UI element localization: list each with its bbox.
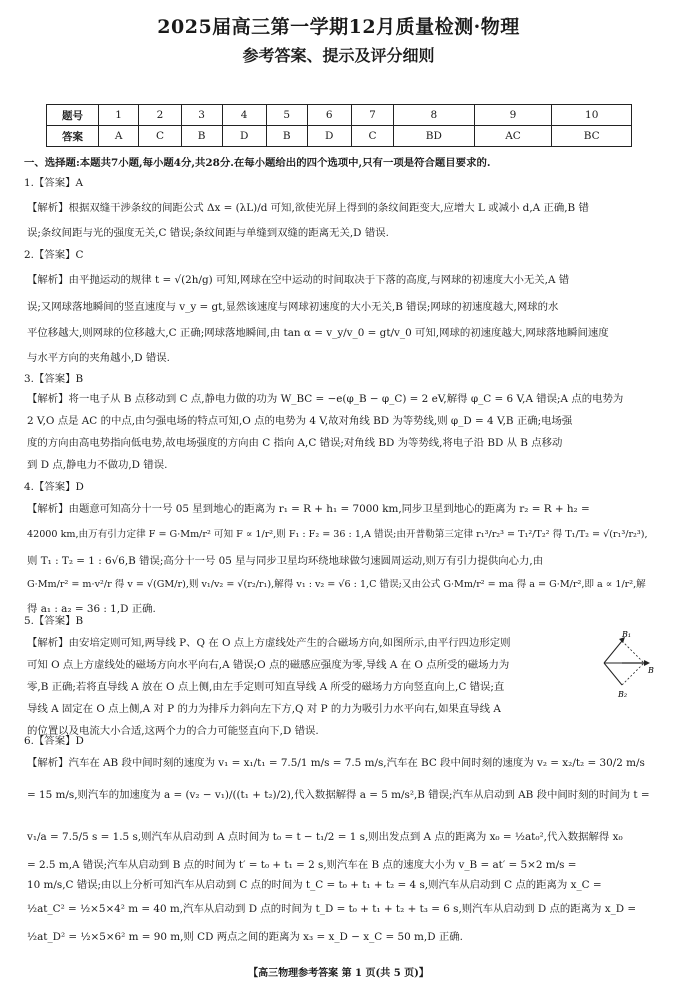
page-title: 2025届高三第一学期12月质量检测·物理 (157, 16, 520, 38)
section-heading: 一、选择题:本题共7小题,每小题4分,共28分.在每小题给出的四个选项中,只有一项是符合题目要求的. (24, 157, 491, 169)
answer-table-answer: C (139, 126, 181, 147)
answer-table-number: 3 (181, 105, 222, 126)
question-2-explanation-line: 【解析】由平抛运动的规律 t = √(2h/g) 可知,网球在空中运动的时间取决于下落的高度,与网球的初速度大小无关,A 错 (27, 274, 570, 286)
question-6-answer: 6.【答案】D (24, 735, 84, 747)
question-6-explanation-line: = 15 m/s,则汽车的加速度为 a = (v₂ − v₁)/((t₁ + t₂)/2),代入数据解得 a = 5 m/s²,B 错误;汽车从启动到 AB 段中间时刻的时间为 t = (27, 789, 650, 801)
answer-table-answer: A (99, 126, 139, 147)
question-1-explanation-line: 【解析】根据双缝干涉条纹的间距公式 Δx = (λL)/d 可知,欲使光屏上得到的条纹间距变大,应增大 L 或减小 d,A 正确,B 错 (27, 202, 589, 214)
question-6-explanation-line: = 2.5 m,A 错误;汽车从启动到 B 点的时间为 t′ = t₀ + t₁ = 2 s,则汽车在 B 点的速度大小为 v_B = at′ = 5×2 m/s = (27, 859, 577, 871)
question-3-answer: 3.【答案】B (24, 373, 84, 385)
answer-table-answer: D (307, 126, 351, 147)
question-4-answer: 4.【答案】D (24, 481, 84, 493)
parallelogram-edge (622, 641, 644, 663)
field-arrow-b2 (604, 663, 622, 685)
question-4-explanation-line: 【解析】由题意可知高分十一号 05 星到地心的距离为 r₁ = R + h₁ = 7000 km,同步卫星到地心的距离为 r₂ = R + h₂ = (27, 503, 590, 515)
question-4-explanation-line: 42000 km,由万有引力定律 F = G·Mm/r² 可知 F ∝ 1/r²,则 F₁ : F₂ = 36 : 1,A 错误;由开普勒第三定律 r₁³/r₂³ = T₁²/T₂² 得 T₁/T₂ = √(r₁³/r₂³), (27, 529, 648, 540)
answer-table-answer: BD (394, 126, 474, 147)
question-5-explanation-line: 导线 A 固定在 O 点上侧,A 对 P 的力为排斥力斜向左下方,Q 对 P 的力为吸引力水平向右,如果直导线 A (27, 703, 501, 715)
page-footer: 【高三物理参考答案 第 1 页(共 5 页)】 (248, 968, 429, 979)
question-6-explanation-line: ½at_C² = ½×5×4² m = 40 m,汽车从启动到 D 点的时间为 t_D = t₀ + t₁ + t₂ + t₃ = 6 s,则汽车从启动到 D 点的距离为 x_D = (27, 903, 637, 915)
answer-table-answer: BC (552, 126, 632, 147)
question-3-explanation-line: 【解析】将一电子从 B 点移动到 C 点,静电力做的功为 W_BC = −e(φ_B − φ_C) = 2 eV,解得 φ_C = 6 V,A 错误;A 点的电势为 (27, 393, 624, 405)
question-4-explanation-line: 则 T₁ : T₂ = 1 : 6√6,B 错误;高分十一号 05 星与同步卫星均环绕地球做匀速圆周运动,则万有引力提供向心力,由 (27, 555, 544, 567)
answer-table-number: 8 (394, 105, 474, 126)
answer-table-number: 5 (266, 105, 307, 126)
question-3-explanation-line: 度的方向由高电势指向低电势,故电场强度的方向由 C 指向 A,C 错误;对角线 BD 为等势线,将电子沿 BD 从 B 点移动 (27, 437, 563, 449)
question-5-explanation-line: 的位置以及电流大小合适,这两个力的合力可能竖直向下,D 错误. (27, 725, 319, 737)
question-5-explanation-line: 【解析】由安培定则可知,两导线 P、Q 在 O 点上方虚线处产生的合磁场方向,如图所示,由平行四边形定则 (27, 637, 511, 649)
label-b: B (648, 666, 654, 675)
question-4-explanation-line: G·Mm/r² = m·v²/r 得 v = √(GM/r),则 v₁/v₂ = √(r₂/r₁),解得 v₁ : v₂ = √6 : 1,C 错误;又由公式 G·Mm/r² = ma 得 a = G·M/r²,即 a ∝ 1/r²,解 (27, 579, 646, 590)
answer-table-number: 9 (474, 105, 552, 126)
question-1-explanation-line: 误;条纹间距与光的强度无关,C 错误;条纹间距与单缝到双缝的距离无关,D 错误. (27, 227, 389, 239)
magnetic-field-diagram (594, 627, 656, 699)
answer-table-answer: AC (474, 126, 552, 147)
question-5-explanation-line: 零,B 正确;若将直导线 A 放在 O 点上侧,由左手定则可知直导线 A 所受的磁场力方向竖直向上,C 错误;直 (27, 681, 505, 693)
question-4-explanation-line: 得 a₁ : a₂ = 36 : 1,D 正确. (27, 603, 156, 615)
question-2-answer: 2.【答案】C (24, 249, 84, 261)
answer-table-answer: D (222, 126, 266, 147)
answer-table-number: 10 (552, 105, 632, 126)
answer-table-answer-label: 答案 (47, 126, 99, 147)
question-5-answer: 5.【答案】B (24, 615, 84, 627)
answer-table-number: 4 (222, 105, 266, 126)
answer-table-answer: B (266, 126, 307, 147)
label-b2: B₂ (618, 690, 628, 699)
answer-table-number: 6 (307, 105, 351, 126)
answer-table-number-label: 题号 (47, 105, 99, 126)
question-1-answer: 1.【答案】A (24, 177, 83, 189)
answer-table-answer: B (181, 126, 222, 147)
page-subtitle: 参考答案、提示及评分细则 (242, 46, 435, 65)
answer-table-number-row (47, 105, 632, 126)
parallelogram-edge (622, 663, 644, 685)
question-6-explanation-line: ½at_D² = ½×5×6² m = 90 m,则 CD 两点之间的距离为 x₃ = x_D − x_C = 50 m,D 正确. (27, 931, 463, 943)
question-6-explanation-line: 【解析】汽车在 AB 段中间时刻的速度为 v₁ = x₁/t₁ = 7.5/1 m/s = 7.5 m/s,汽车在 BC 段中间时刻的速度为 v₂ = x₂/t₂ = 30/2 m/s (27, 757, 645, 769)
question-6-explanation-line: 10 m/s,C 错误;由以上分析可知汽车从启动到 C 点的时间为 t_C = t₀ + t₁ + t₂ = 4 s,则汽车从启动到 C 点的距离为 x_C = (27, 879, 602, 891)
field-arrow-b1 (604, 641, 622, 663)
question-3-explanation-line: 到 D 点,静电力不做功,D 错误. (27, 459, 168, 471)
answer-table (46, 104, 632, 147)
question-2-explanation-line: 与水平方向的夹角越小,D 错误. (27, 352, 170, 364)
question-2-explanation-line: 误;又网球落地瞬间的竖直速度与 v_y = gt,显然该速度与网球初速度的大小无关,B 错误;网球的初速度越大,网球的水 (27, 301, 559, 313)
question-2-explanation-line: 平位移越大,则网球的位移越大,C 正确;网球落地瞬间,由 tan α = v_y/v_0 = gt/v_0 可知,网球的初速度越大,网球落地瞬间速度 (27, 327, 609, 339)
question-3-explanation-line: 2 V,O 点是 AC 的中点,由匀强电场的特点可知,O 点的电势为 4 V,故对角线 BD 为等势线,则 φ_D = 4 V,B 正确;电场强 (27, 415, 573, 427)
question-6-explanation-line: v₁/a = 7.5/5 s = 1.5 s,则汽车从启动到 A 点时间为 t₀ = t − t₁/2 = 1 s,则出发点到 A 点的距离为 x₀ = ½at₀²,代入数据解得 x₀ (27, 831, 623, 843)
question-5-explanation-line: 可知 O 点上方虚线处的磁场方向水平向右,A 错误;O 点的磁感应强度为零,导线 A 在 O 点所受的磁场力为 (27, 659, 510, 671)
answer-table-answer: C (351, 126, 393, 147)
answer-table-number: 1 (99, 105, 139, 126)
answer-table-number: 7 (351, 105, 393, 126)
answer-table-number: 2 (139, 105, 181, 126)
answer-table-answer-row (47, 126, 632, 147)
label-b1: B₁ (622, 630, 632, 639)
